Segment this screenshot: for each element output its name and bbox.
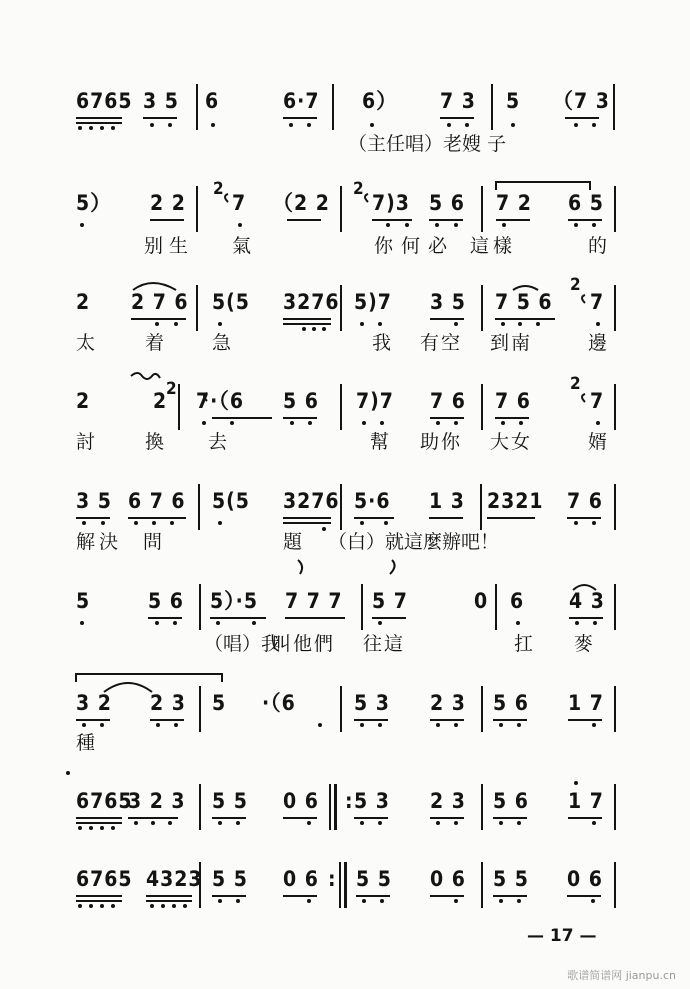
grace-hook <box>365 194 368 202</box>
repeat-dots: : <box>328 867 337 891</box>
note-group: 5 6 <box>493 691 529 715</box>
note-group: 6 7 6 <box>128 489 186 513</box>
grace-note: 2 <box>353 179 365 199</box>
lyric-text: 題 <box>283 531 303 553</box>
slur <box>496 182 590 190</box>
note-group: 7 5 6 <box>495 290 553 314</box>
note-group: 0 6 <box>283 789 319 813</box>
note-group: 7)7 <box>356 389 394 413</box>
note-group: 2 3 <box>430 789 466 813</box>
lyric-text: 急 <box>212 332 232 354</box>
repeat-dots: : <box>345 789 354 813</box>
lyric-text: 種 <box>76 732 96 754</box>
lyric-text: 氣 <box>232 235 252 257</box>
note-group: ·（6 <box>262 691 296 715</box>
note-group: 3 2 3 <box>128 789 186 813</box>
grace-note: 2 <box>166 379 178 399</box>
note-group: 0 6 <box>283 867 319 891</box>
note-group: 6） <box>362 89 399 113</box>
note-group: 5 <box>506 89 521 113</box>
note-group: 6765 <box>76 867 133 891</box>
lyric-text: 叫他們 <box>272 633 336 655</box>
note-group: 3 5 <box>430 290 466 314</box>
note-group: 2 <box>76 290 91 314</box>
note-group: 3276 <box>283 290 340 314</box>
lyric-text: 你何必 <box>374 235 456 257</box>
note-group: 5 <box>212 691 227 715</box>
note-group: 7 2 <box>496 191 532 215</box>
note-group: 3276 <box>283 489 340 513</box>
note-group: 1 3 <box>429 489 465 513</box>
note-group: 2 2 <box>150 191 186 215</box>
lyric-text: 太 <box>76 332 96 354</box>
lyric-text: 邊 <box>588 332 608 354</box>
note-group: 5） <box>76 191 113 215</box>
note-group: 0 <box>474 589 489 613</box>
note-group: 7 <box>232 191 247 215</box>
note-group: 3 2 <box>76 691 112 715</box>
lyric-text: 幫 <box>370 431 390 453</box>
lyric-text: 我 <box>372 332 392 354</box>
note-group: 0 6 <box>430 867 466 891</box>
lyric-text: 往這 <box>363 633 406 655</box>
grace-hook <box>204 393 207 401</box>
note-group: 7 <box>590 389 605 413</box>
glissando <box>131 373 160 379</box>
note-group: 7·（6 <box>196 389 244 413</box>
note-group: 1 7 <box>568 691 604 715</box>
note-group: 5 5 <box>212 789 248 813</box>
watermark: 歌谱简谱网 jianpu.cn <box>567 969 676 982</box>
note-group: 2 7 6 <box>131 290 189 314</box>
lyric-text: 麥 <box>574 633 594 655</box>
note-group: 4323 <box>146 867 203 891</box>
lyric-text: 着 <box>145 332 165 354</box>
note-group: 5 <box>76 589 91 613</box>
grace-note: 2 <box>570 275 582 295</box>
note-group: 5 5 <box>356 867 392 891</box>
note-group: 5 6 <box>429 191 465 215</box>
note-group: 3 5 <box>76 489 112 513</box>
note-group: 7)3 <box>372 191 410 215</box>
lyric-text: 這樣 <box>470 235 517 257</box>
note-group: 6 5 <box>568 191 604 215</box>
note-group: 0 6 <box>567 867 603 891</box>
note-group: 2321 <box>487 489 544 513</box>
ornament <box>298 560 302 574</box>
slur <box>133 283 176 290</box>
note-group: （2 2 <box>272 191 330 215</box>
note-group: 5 3 <box>354 789 390 813</box>
note-group: 1 7 <box>568 789 604 813</box>
note-group: 2 3 <box>150 691 186 715</box>
note-group: 2 3 <box>430 691 466 715</box>
page-number: — 17 — <box>527 926 597 946</box>
note-group: 5）·5 <box>210 589 258 613</box>
note-group: 6765 <box>76 789 133 813</box>
slur <box>513 286 538 290</box>
lyric-text: （主任唱）老嫂 子 <box>348 133 507 155</box>
slur <box>573 585 596 590</box>
note-group: 7 7 7 <box>285 589 343 613</box>
lyric-text: 問 <box>143 531 163 553</box>
note-group: 6·7 <box>283 89 320 113</box>
lyric-text: 婿 <box>588 431 608 453</box>
note-group: 7 <box>590 290 605 314</box>
note-group: 5 6 <box>493 789 529 813</box>
lyric-text: 的 <box>588 235 608 257</box>
lyric-text: 别生 <box>144 235 195 257</box>
lyric-text: 扛 <box>514 633 534 655</box>
note-group: 5·6 <box>354 489 391 513</box>
note-group: 7 6 <box>495 389 531 413</box>
lyric-text: 去 <box>208 431 228 453</box>
note-group: 6765 <box>76 89 133 113</box>
ornament <box>390 560 395 574</box>
note-group: 7 6 <box>567 489 603 513</box>
grace-hook <box>582 394 585 402</box>
note-group: 7 3 <box>440 89 476 113</box>
slur <box>76 674 222 682</box>
lyric-text: 大女 <box>490 431 533 453</box>
note-group: 7 6 <box>430 389 466 413</box>
note-group: 5 6 <box>283 389 319 413</box>
note-group: 5)7 <box>354 290 392 314</box>
note-group: 3 5 <box>143 89 179 113</box>
note-group: 2 <box>76 389 91 413</box>
note-group: （7 3 <box>552 89 610 113</box>
lyric-text: 到南 <box>490 332 533 354</box>
lyric-text: 解決 <box>76 531 123 553</box>
note-group: 6 <box>510 589 525 613</box>
lyric-text: 有空 <box>420 332 463 354</box>
grace-hook <box>582 295 585 303</box>
lyric-text: 換 <box>145 431 165 453</box>
note-group: 2 <box>153 389 168 413</box>
lyric-text: （唱）我 <box>204 633 281 655</box>
note-group: 5 3 <box>354 691 390 715</box>
note-group: 5(5 <box>212 290 250 314</box>
note-group: 5 5 <box>212 867 248 891</box>
lyric-text: （白）就這麼辦吧！ <box>328 531 500 553</box>
grace-note: 2 <box>213 179 225 199</box>
note-group: 4 3 <box>569 589 605 613</box>
slur <box>104 683 152 692</box>
grace-hook <box>225 194 228 202</box>
note-group: 5(5 <box>212 489 250 513</box>
lyric-text: 討 <box>76 431 96 453</box>
note-group: 5 6 <box>148 589 184 613</box>
lyric-text: 助你 <box>420 431 463 453</box>
grace-note: 2 <box>570 374 582 394</box>
note-group: 6 <box>205 89 220 113</box>
note-group: 5 5 <box>493 867 529 891</box>
note-group: 5 7 <box>372 589 408 613</box>
